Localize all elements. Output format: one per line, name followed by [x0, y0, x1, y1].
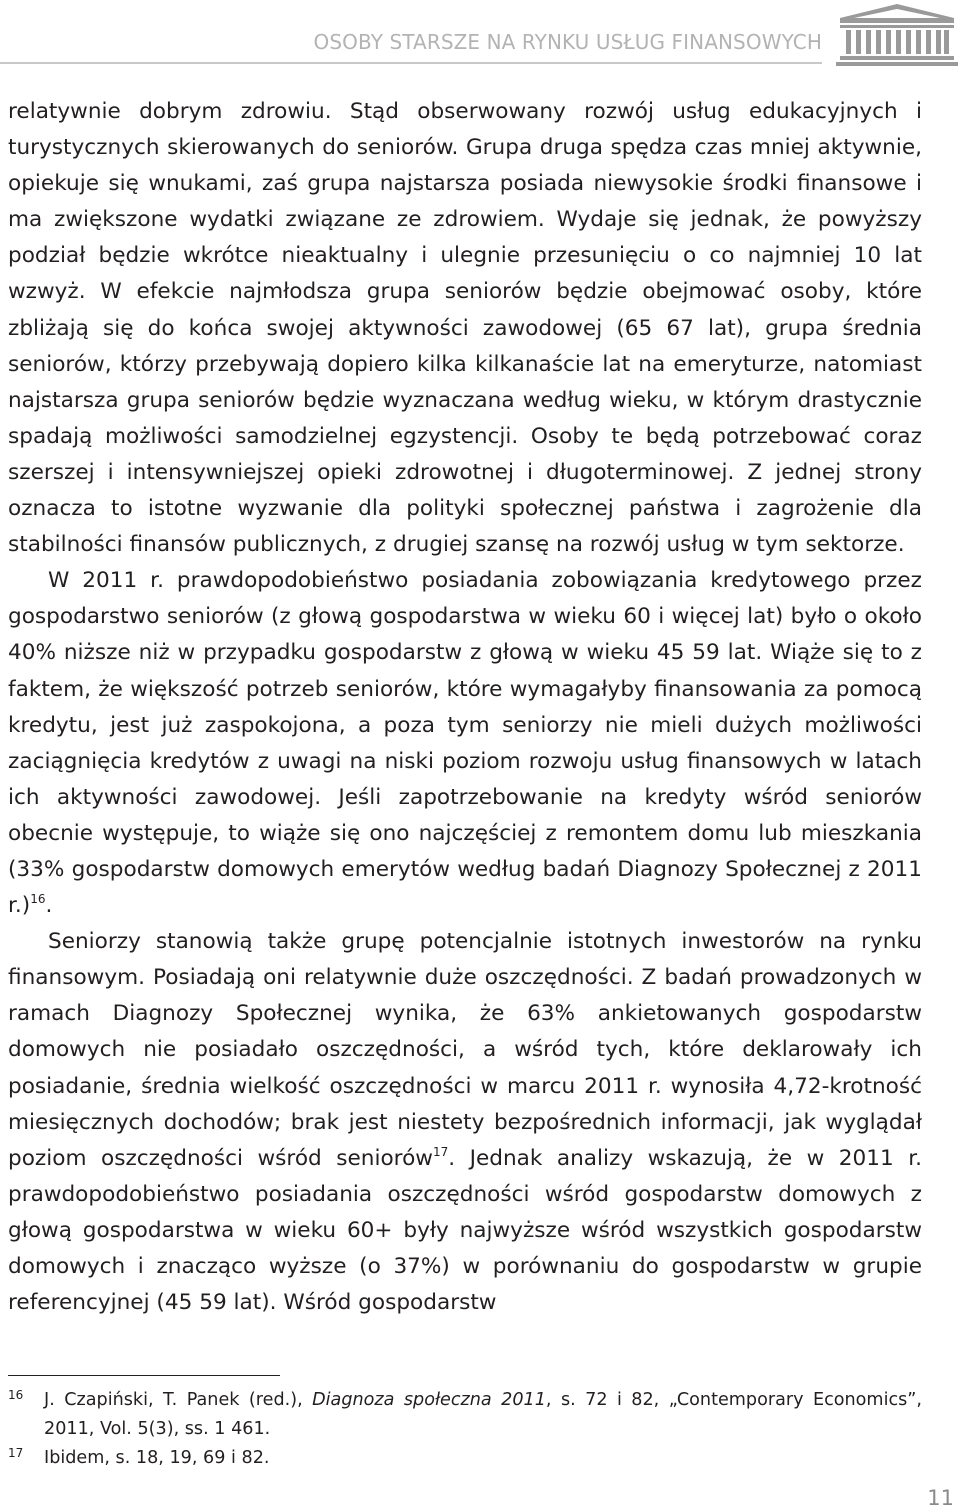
footnote-number: 16 — [8, 1388, 24, 1402]
footnotes — [8, 1386, 922, 1473]
paragraph-text: W 2011 r. prawdopodobieństwo posiadania zobowiązania kredytowego przez gospodarstwo seniorów (z głową gospodarstwa w wieku 60 i więcej lat) było o około 40% niższe niż w przypadku gospodarstw z głową w wieku 45 59 lat. Wiąże się to z faktem, że większość potrzeb seniorów, które wymagałyby finansowania za pomocą kredytu, jest już zaspokojona, a poza tym seniorzy nie mieli dużych możliwości zaciągnięcia kredytów z uwagi na niski poziom rozwoju usług finansowych w latach ich aktywności zawodowej. Jeśli zapotrzebowanie na kredyty wśród seniorów obecnie występuje, to wiąże się ono najczęściej z remontem domu lub mieszkania (33% gospodarstw domowych emerytów według badań Diagnozy Społecznej z 2011 r.) — [8, 568, 922, 919]
header-rule — [0, 62, 822, 64]
footnote-text: , s. 72 i 82, „Contemporary Economics”, 2011, Vol. 5(3), ss. 1 461. — [44, 1390, 923, 1439]
running-title: OSOBY STARSZE NA RYNKU USŁUG FINANSOWYCH — [313, 30, 822, 54]
footnote-number: 17 — [8, 1446, 24, 1460]
paragraph-continued: relatywnie dobrym zdrowiu. Stąd obserwowany rozwój usług edukacyjnych i turystycznych skierowanych do seniorów. Grupa druga spędza czas mniej aktywnie, opiekuje się wnukami, zaś grupa najstarsza posiada niewysokie środki finansowe i ma zwiększone wydatki związane ze zdrowiem. Wydaje się jednak, że powyższy podział będzie wkrótce nieaktualny i ulegnie przesunięciu o co najmniej 10 lat wzwyż. W efekcie najmłodsza grupa seniorów będzie obejmować osoby, które zbliżają się do końca swojej aktywności zawodowej (65 67 lat), grupa średnia seniorów, którzy przebywają dopiero kilka kilkanaście lat na emeryturze, natomiast najstarsza grupa seniorów będzie wyznaczana według wieku, w którym drastycznie spadają możliwości samodzielnej egzystencji. Osoby te będą potrzebować coraz szerszej i intensywniejszej opieki zdrowotnej i długoterminowej. Z jednej strony oznacza to istotne wyzwanie dla polityki społecznej państwa i zagrożenie dla stabilności finansów publicznych, z drugiej szansę na rozwój usług w tym sektorze. — [8, 99, 922, 558]
paragraph-investors — [8, 924, 922, 1321]
footnote-ref: 16 — [30, 892, 46, 907]
footnote-ref: 17 — [432, 1144, 449, 1159]
body-text — [8, 94, 922, 1321]
paragraph-credit — [8, 563, 922, 924]
page-number: 11 — [927, 1486, 954, 1510]
paragraph-end: . — [45, 893, 53, 919]
paragraph-text: . Jednak analizy wskazują, że w 2011 r. prawdopodobieństwo posiadania oszczędności wśród gospodarstw domowych z głową gospodarstwa w wieku 60+ były najwyższe wśród wszystkich gospodarstw domowych i znacząco wyższe (o 37%) w porównaniu do gospodarstw w grupie referencyjnej (45 59 lat). Wśród gospodarstw — [8, 1145, 923, 1316]
footnote — [8, 1444, 922, 1473]
footnote — [8, 1386, 922, 1444]
footnote-text: J. Czapiński, T. Panek (red.), — [44, 1390, 313, 1410]
footnote-rule — [8, 1375, 280, 1376]
footnote-text: Ibidem, s. 18, 19, 69 i 82. — [44, 1448, 270, 1468]
paragraph-text: Seniorzy stanowią także grupę potencjalnie istotnych inwestorów na rynku finansowym. Posiadają oni relatywnie duże oszczędności. Z badań prowadzonych w ramach Diagnozy Społecznej wynika, że 63% ankietowanych gospodarstw domowych nie posiadało oszczędności, a wśród tych, które deklarowały ich posiadanie, średnia wielkość oszczędności w marcu 2011 r. wynosiła 4,72-krotność miesięcznych dochodów; brak jest niestety bezpośrednich informacji, jak wyglądał poziom oszczędności wśród seniorów — [8, 929, 922, 1171]
footnote-title: Diagnoza społeczna 2011 — [312, 1390, 546, 1410]
page-header — [0, 0, 960, 72]
building-columns-logo — [836, 2, 958, 68]
